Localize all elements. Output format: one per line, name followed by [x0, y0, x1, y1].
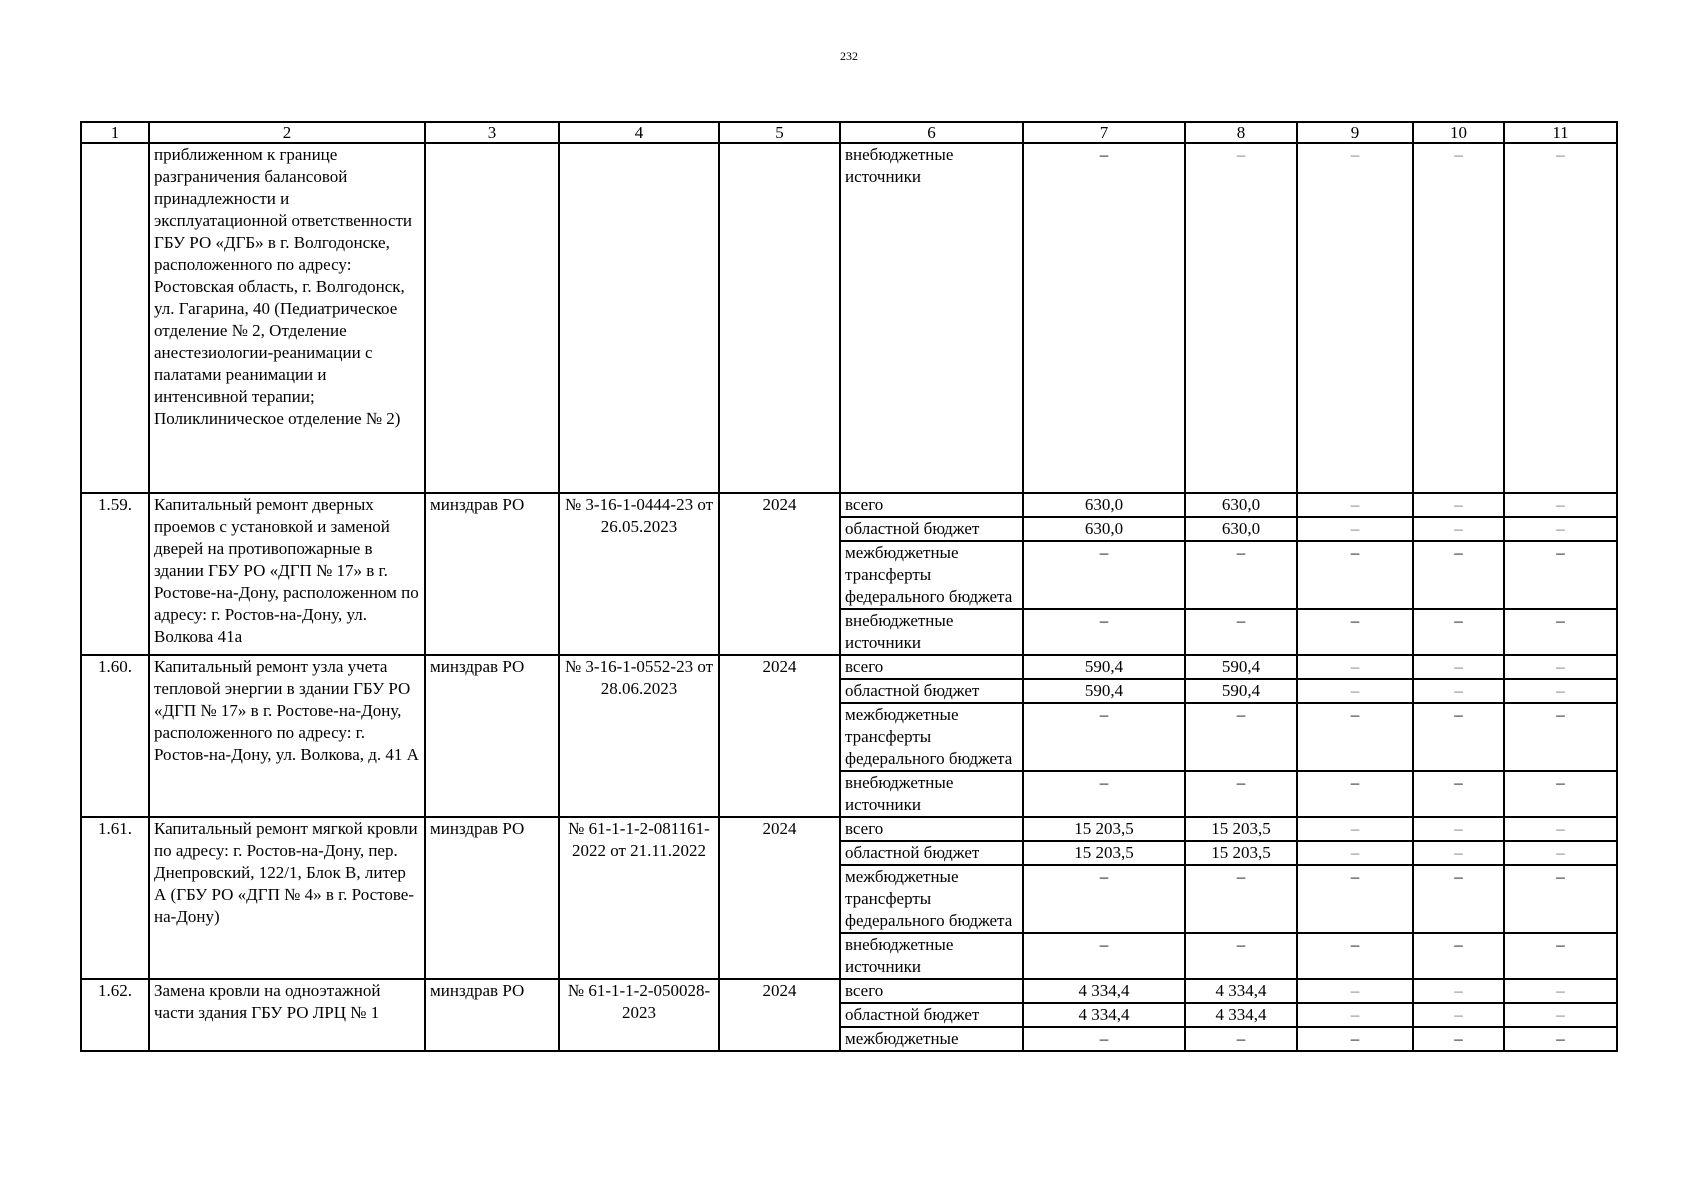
- header-cell: 2: [149, 122, 425, 143]
- document-cell: № 61-1-1-2-081161-2022 от 21.11.2022: [559, 817, 719, 979]
- value-cell: –: [1504, 933, 1617, 979]
- header-cell: 7: [1023, 122, 1185, 143]
- value-cell: –: [1297, 541, 1413, 609]
- value-cell: –: [1023, 771, 1185, 817]
- value-cell: –: [1023, 609, 1185, 655]
- value-cell: –: [1023, 865, 1185, 933]
- value-cell: 630,0: [1185, 493, 1297, 517]
- value-cell: –: [1185, 609, 1297, 655]
- value-cell: –: [1023, 143, 1185, 493]
- value-cell: –: [1297, 609, 1413, 655]
- item-row: [81, 817, 1617, 841]
- value-cell: –: [1504, 817, 1617, 841]
- year-cell: [719, 143, 840, 493]
- value-cell: –: [1023, 541, 1185, 609]
- funding-source-cell: внебюджетные источники: [840, 771, 1023, 817]
- value-cell: –: [1185, 1027, 1297, 1051]
- description-cell: приближенном к границе разграничения балансовой принадлежности и эксплуатационной ответственности ГБУ РО «ДГБ» в г. Волгодонске, расположенного по адресу: Ростовская область, г. Волгодонск, ул. Гагарина, 40 (Педиатрическое отделение № 2, Отделение анестезиологии-реанимации с палатами реанимации и интенсивной терапии; Поликлиническое отделение № 2): [149, 143, 425, 493]
- header-row: [81, 122, 1617, 143]
- value-cell: –: [1297, 679, 1413, 703]
- header-cell: 10: [1413, 122, 1504, 143]
- value-cell: –: [1504, 1027, 1617, 1051]
- value-cell: 4 334,4: [1023, 1003, 1185, 1027]
- value-cell: –: [1185, 865, 1297, 933]
- value-cell: –: [1297, 979, 1413, 1003]
- value-cell: –: [1185, 143, 1297, 493]
- value-cell: –: [1413, 979, 1504, 1003]
- value-cell: –: [1504, 703, 1617, 771]
- value-cell: 630,0: [1023, 517, 1185, 541]
- value-cell: –: [1504, 609, 1617, 655]
- header-cell: 11: [1504, 122, 1617, 143]
- header-cell: 8: [1185, 122, 1297, 143]
- value-cell: –: [1413, 541, 1504, 609]
- funding-source-cell: всего: [840, 979, 1023, 1003]
- header-cell: 1: [81, 122, 149, 143]
- value-cell: –: [1297, 493, 1413, 517]
- value-cell: –: [1297, 865, 1413, 933]
- row-number-cell: 1.60.: [81, 655, 149, 817]
- value-cell: 590,4: [1185, 655, 1297, 679]
- value-cell: –: [1504, 493, 1617, 517]
- value-cell: –: [1504, 979, 1617, 1003]
- value-cell: 630,0: [1023, 493, 1185, 517]
- value-cell: –: [1504, 517, 1617, 541]
- funding-source-cell: областной бюджет: [840, 679, 1023, 703]
- row-number-cell: 1.62.: [81, 979, 149, 1051]
- document-cell: № 3-16-1-0444-23 от 26.05.2023: [559, 493, 719, 655]
- year-cell: 2024: [719, 817, 840, 979]
- item-row: [81, 979, 1617, 1003]
- customer-cell: минздрав РО: [425, 817, 559, 979]
- customer-cell: [425, 143, 559, 493]
- header-cell: 3: [425, 122, 559, 143]
- value-cell: –: [1297, 841, 1413, 865]
- year-cell: 2024: [719, 979, 840, 1051]
- value-cell: –: [1413, 703, 1504, 771]
- value-cell: –: [1504, 865, 1617, 933]
- row-number-cell: [81, 143, 149, 493]
- funding-source-cell: областной бюджет: [840, 517, 1023, 541]
- row-number-cell: 1.59.: [81, 493, 149, 655]
- value-cell: 15 203,5: [1023, 841, 1185, 865]
- value-cell: –: [1297, 703, 1413, 771]
- document-cell: № 3-16-1-0552-23 от 28.06.2023: [559, 655, 719, 817]
- value-cell: –: [1413, 143, 1504, 493]
- funding-source-cell: всего: [840, 493, 1023, 517]
- value-cell: –: [1413, 1003, 1504, 1027]
- document-cell: № 61-1-1-2-050028-2023: [559, 979, 719, 1051]
- header-cell: 4: [559, 122, 719, 143]
- value-cell: –: [1297, 933, 1413, 979]
- value-cell: 15 203,5: [1185, 841, 1297, 865]
- value-cell: –: [1413, 493, 1504, 517]
- value-cell: –: [1413, 933, 1504, 979]
- value-cell: –: [1413, 841, 1504, 865]
- funding-source-cell: областной бюджет: [840, 1003, 1023, 1027]
- description-cell: Капитальный ремонт узла учета тепловой энергии в здании ГБУ РО «ДГП № 17» в г. Ростове-на-Дону, расположенного по адресу: г. Ростов-на-Дону, ул. Волкова, д. 41 А: [149, 655, 425, 817]
- funding-source-cell: межбюджетные трансферты федерального бюджета: [840, 703, 1023, 771]
- header-cell: 9: [1297, 122, 1413, 143]
- value-cell: –: [1023, 933, 1185, 979]
- value-cell: –: [1297, 771, 1413, 817]
- value-cell: –: [1413, 817, 1504, 841]
- value-cell: 590,4: [1023, 679, 1185, 703]
- value-cell: –: [1504, 841, 1617, 865]
- document-cell: [559, 143, 719, 493]
- value-cell: –: [1297, 1027, 1413, 1051]
- value-cell: 4 334,4: [1185, 979, 1297, 1003]
- value-cell: 630,0: [1185, 517, 1297, 541]
- value-cell: 590,4: [1023, 655, 1185, 679]
- value-cell: –: [1504, 541, 1617, 609]
- customer-cell: минздрав РО: [425, 979, 559, 1051]
- value-cell: –: [1413, 1027, 1504, 1051]
- header-cell: 6: [840, 122, 1023, 143]
- year-cell: 2024: [719, 493, 840, 655]
- value-cell: 4 334,4: [1023, 979, 1185, 1003]
- value-cell: –: [1185, 703, 1297, 771]
- description-cell: Капитальный ремонт мягкой кровли по адресу: г. Ростов-на-Дону, пер. Днепровский, 122/1, Блок В, литер А (ГБУ РО «ДГП № 4» в г. Ростове-на-Дону): [149, 817, 425, 979]
- funding-source-cell: межбюджетные трансферты федерального бюджета: [840, 865, 1023, 933]
- value-cell: 15 203,5: [1023, 817, 1185, 841]
- item-row: [81, 493, 1617, 517]
- value-cell: –: [1297, 817, 1413, 841]
- description-cell: Капитальный ремонт дверных проемов с установкой и заменой дверей на противопожарные в здании ГБУ РО «ДГП № 17» в г. Ростове-на-Дону, расположенном по адресу: г. Ростов-на-Дону, ул. Волкова 41а: [149, 493, 425, 655]
- value-cell: –: [1413, 517, 1504, 541]
- funding-source-cell: внебюджетные источники: [840, 609, 1023, 655]
- value-cell: –: [1504, 771, 1617, 817]
- value-cell: 15 203,5: [1185, 817, 1297, 841]
- value-cell: 4 334,4: [1185, 1003, 1297, 1027]
- customer-cell: минздрав РО: [425, 493, 559, 655]
- header-cell: 5: [719, 122, 840, 143]
- row-number-cell: 1.61.: [81, 817, 149, 979]
- funding-source-cell: всего: [840, 817, 1023, 841]
- value-cell: –: [1504, 1003, 1617, 1027]
- value-cell: –: [1413, 609, 1504, 655]
- value-cell: –: [1185, 541, 1297, 609]
- funding-source-cell: межбюджетные трансферты федерального бюджета: [840, 541, 1023, 609]
- page-number: 232: [840, 49, 858, 63]
- value-cell: –: [1185, 933, 1297, 979]
- value-cell: –: [1413, 771, 1504, 817]
- value-cell: –: [1023, 703, 1185, 771]
- value-cell: –: [1297, 517, 1413, 541]
- value-cell: –: [1413, 865, 1504, 933]
- year-cell: 2024: [719, 655, 840, 817]
- customer-cell: минздрав РО: [425, 655, 559, 817]
- value-cell: –: [1297, 655, 1413, 679]
- value-cell: –: [1413, 655, 1504, 679]
- value-cell: –: [1297, 1003, 1413, 1027]
- item-row: [81, 655, 1617, 679]
- value-cell: –: [1504, 655, 1617, 679]
- value-cell: –: [1413, 679, 1504, 703]
- value-cell: –: [1504, 679, 1617, 703]
- funding-source-cell: межбюджетные: [840, 1027, 1023, 1051]
- value-cell: –: [1023, 1027, 1185, 1051]
- value-cell: –: [1297, 143, 1413, 493]
- funding-source-cell: внебюджетные источники: [840, 933, 1023, 979]
- funding-source-cell: областной бюджет: [840, 841, 1023, 865]
- program-table: [80, 121, 1618, 1052]
- description-cell: Замена кровли на одноэтажной части здания ГБУ РО ЛРЦ № 1: [149, 979, 425, 1051]
- value-cell: –: [1504, 143, 1617, 493]
- funding-source-cell: внебюджетные источники: [840, 143, 1023, 493]
- continued-row: [81, 143, 1617, 493]
- value-cell: –: [1185, 771, 1297, 817]
- value-cell: 590,4: [1185, 679, 1297, 703]
- funding-source-cell: всего: [840, 655, 1023, 679]
